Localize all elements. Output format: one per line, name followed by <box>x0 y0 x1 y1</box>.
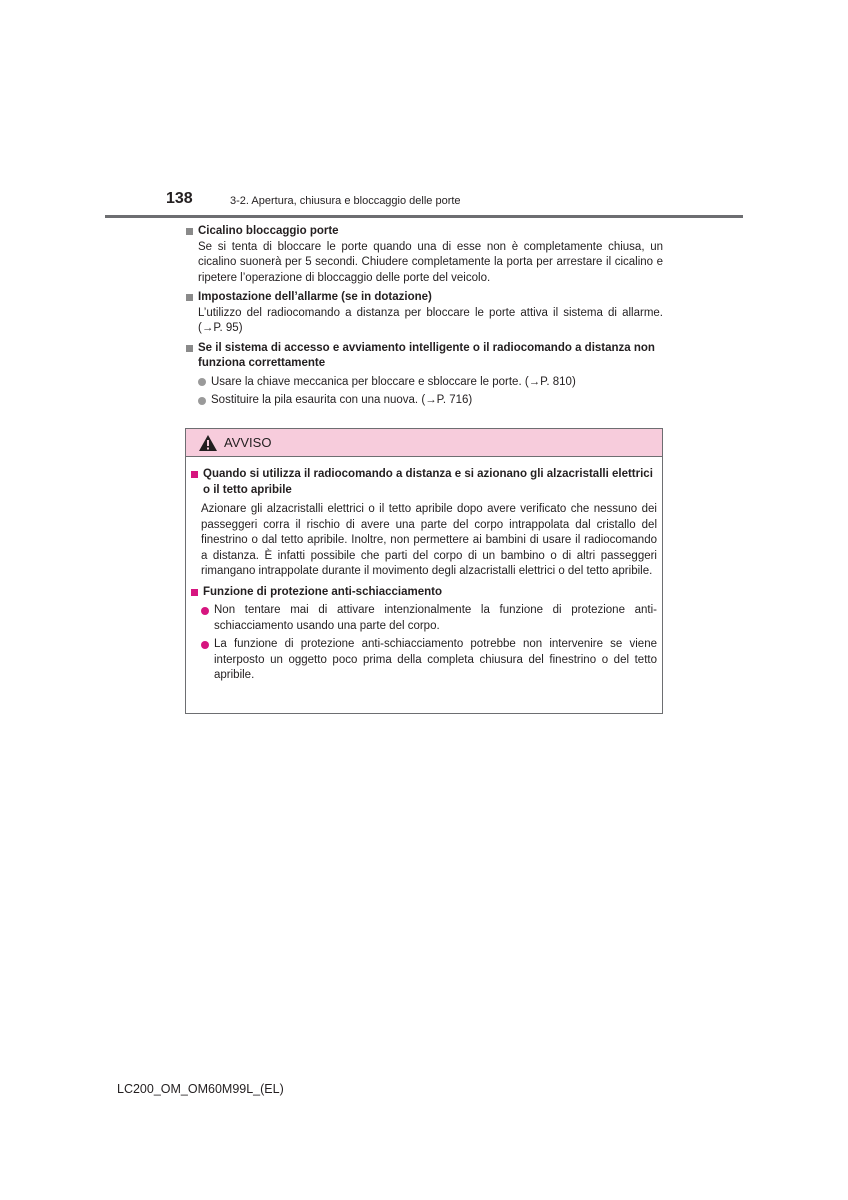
section-alarm-setting <box>186 290 663 337</box>
section-heading: Impostazione dell’allarme (se in dotazione) <box>198 291 432 303</box>
main-content <box>186 224 663 413</box>
circle-bullet-icon <box>198 397 206 405</box>
circle-bullet-icon <box>201 607 209 615</box>
section-body: Se si tenta di bloccare le porte quando una di esse non è completamente chiusa, un cicalino suonerà per 5 secondi. Chiudere completamente la porta per arrestare il cicalino e ripetere l’operazione di bloccaggio delle porte del veicolo. <box>198 240 663 284</box>
warning-triangle-icon <box>198 434 218 452</box>
warning-section-anti-pinch <box>191 585 657 684</box>
square-bullet-icon <box>191 589 198 596</box>
footer-doc-code: LC200_OM_OM60M99L_(EL) <box>117 1082 284 1096</box>
list-item: Usare la chiave meccanica per bloccare e sbloccare le porte. (→P. 810) <box>186 375 663 391</box>
section-heading: Cicalino bloccaggio porte <box>198 225 339 237</box>
warning-section-remote-windows <box>191 467 657 580</box>
warning-header <box>186 429 662 457</box>
square-bullet-icon <box>191 471 198 478</box>
section-heading: Se il sistema di accesso e avviamento intelligente o il radiocomando a distanza non funziona correttamente <box>198 341 655 369</box>
list-item: Non tentare mai di attivare intenzionalmente la funzione di protezione anti-schiacciamento usando una parte del corpo. <box>191 603 657 634</box>
warning-heading: Funzione di protezione anti-schiacciamento <box>203 585 442 598</box>
warning-heading: Quando si utilizza il radiocomando a distanza e si azionano gli alzacristalli elettrici o il tetto apribile <box>203 468 653 496</box>
circle-bullet-icon <box>201 641 209 649</box>
section-door-lock-buzzer <box>186 224 663 286</box>
list-item: Sostituire la pila esaurita con una nuova. (→P. 716) <box>186 393 663 409</box>
section-body: L’utilizzo del radiocomando a distanza per bloccare le porte attiva il sistema di allarme. (→P. 95) <box>198 306 663 334</box>
warning-box <box>185 428 663 714</box>
square-bullet-icon <box>186 228 193 235</box>
square-bullet-icon <box>186 294 193 301</box>
section-smart-key-malfunction <box>186 341 663 409</box>
square-bullet-icon <box>186 345 193 352</box>
circle-bullet-icon <box>198 378 206 386</box>
warning-title: AVVISO <box>224 435 272 450</box>
page-number: 138 <box>166 190 193 207</box>
section-title: 3-2. Apertura, chiusura e bloccaggio delle porte <box>230 195 461 207</box>
list-item: La funzione di protezione anti-schiacciamento potrebbe non intervenire se viene interposto un oggetto poco prima della completa chiusura del finestrino o del tetto apribile. <box>191 637 657 684</box>
warning-body: Azionare gli alzacristalli elettrici o il tetto apribile dopo avere verificato che nessuno dei passeggeri corra il rischio di avere una parte del corpo intrappolata dal cristallo del finestrino o dal tetto apribile. Inoltre, non permettere ai bambini di usare il radiocomando a distanza. È infatti possibile che parti del corpo di un bambino o di altri passeggeri rimangano intrappolate durante il movimento degli alzacristalli elettrici o del tetto apribile. <box>201 503 657 577</box>
header-rule <box>105 215 743 218</box>
